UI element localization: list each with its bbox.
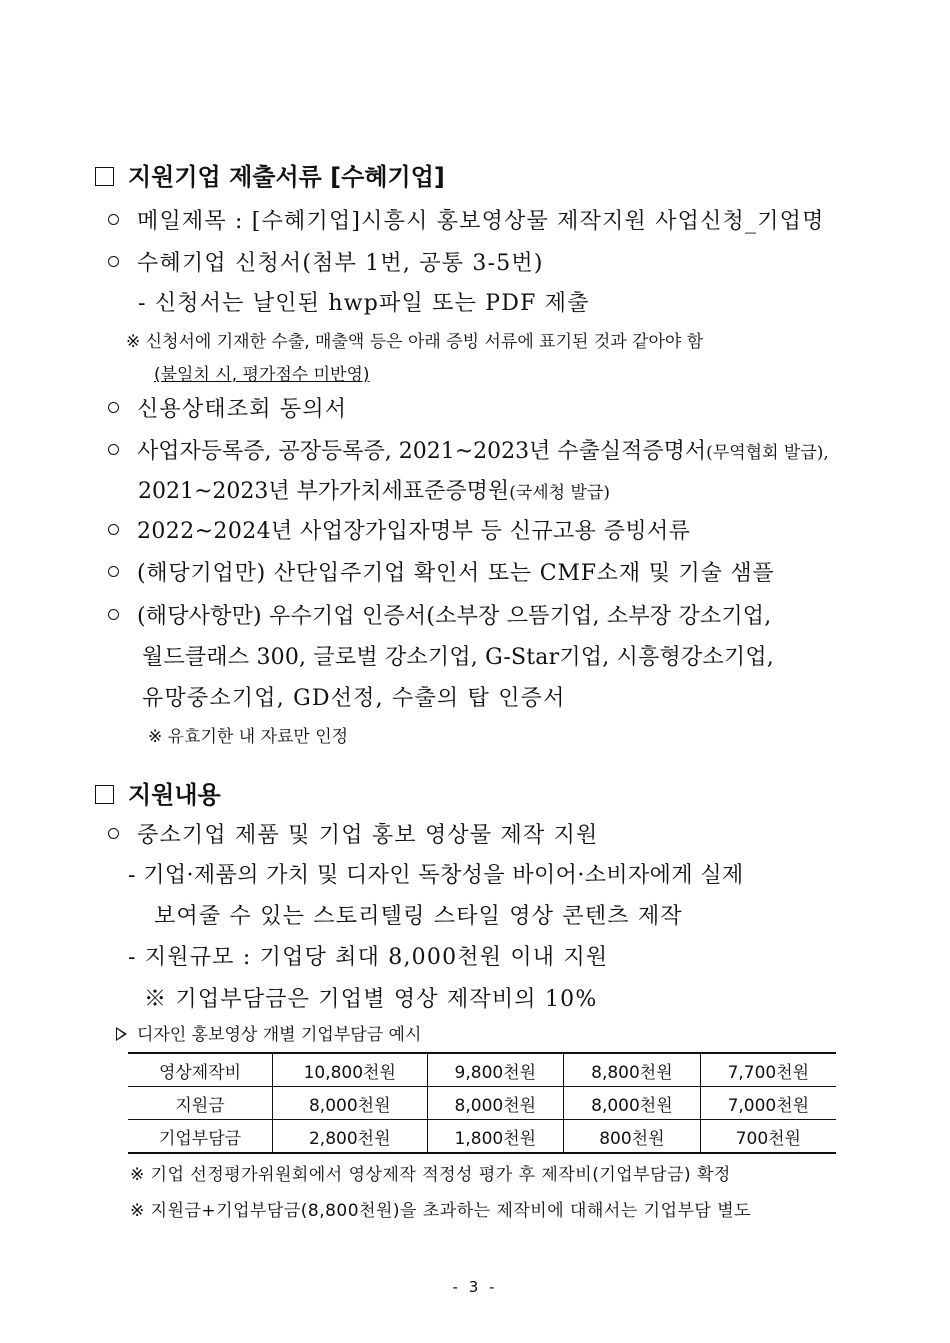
list-item: (해당사항만) 우수기업 인증서(소부장 으뜸기업, 소부장 강소기업,	[108, 599, 771, 630]
table-row: 지원금 8,000천원 8,000천원 8,000천원 7,000천원	[128, 1087, 836, 1120]
list-item: 수혜기업 신청서(첨부 1번, 공통 3-5번)	[108, 246, 544, 277]
bullet-circle-icon	[108, 828, 119, 839]
contribution-note: ※ 기업부담금은 기업별 영상 제작비의 10%	[144, 987, 598, 1012]
list-item: 메일제목 : [수혜기업]시흥시 홍보영상물 제작지원 사업신청_기업명	[108, 204, 825, 235]
bullet-circle-icon	[108, 566, 119, 577]
bullet-circle-icon	[108, 524, 119, 535]
contribution-table	[128, 1052, 836, 1154]
table-row: 영상제작비 10,800천원 9,800천원 8,800천원 7,700천원	[128, 1053, 836, 1087]
warning-note-line2: (불일치 시, 평가점수 미반영)	[154, 365, 370, 385]
bullet-circle-icon	[108, 402, 119, 413]
section2-title: 지원내용	[128, 781, 221, 809]
list-item: (해당기업만) 산단입주기업 확인서 또는 CMF소재 및 기술 샘플	[108, 556, 775, 587]
checkbox-square-icon	[95, 167, 114, 186]
bullet-circle-icon	[108, 256, 119, 267]
bullet-circle-icon	[108, 214, 119, 225]
sub-item: - 기업·제품의 가치 및 디자인 독창성을 바이어·소비자에게 실제	[128, 863, 744, 888]
sub-item-continuation: 보여줄 수 있는 스토리텔링 스타일 영상 콘텐츠 제작	[154, 904, 683, 929]
checkbox-square-icon	[95, 785, 114, 804]
table-note: ※ 지원금+기업부담금(8,800천원)을 초과하는 제작비에 대해서는 기업부담 별도	[130, 1201, 752, 1221]
list-item: 2022~2024년 사업장가입자명부 등 신규고용 증빙서류	[108, 514, 690, 545]
list-item: 신용상태조회 동의서	[108, 392, 347, 423]
triangle-right-icon	[116, 1027, 127, 1041]
sub-note: - 신청서는 날인된 hwp파일 또는 PDF 제출	[138, 291, 590, 316]
list-item-continuation: 2021~2023년 부가가치세표준증명원(국세청 발급)	[138, 479, 610, 504]
list-item: 중소기업 제품 및 기업 홍보 영상물 제작 지원	[108, 818, 599, 849]
section1-title: 지원기업 제출서류 [수혜기업]	[128, 163, 445, 191]
section1-heading	[95, 157, 445, 192]
bullet-circle-icon	[108, 609, 119, 620]
table-row: 기업부담금 2,800천원 1,800천원 800천원 700천원	[128, 1120, 836, 1154]
page-number: - 3 -	[452, 1278, 498, 1296]
warning-note-line1: ※ 신청서에 기재한 수출, 매출액 등은 아래 증빙 서류에 표기된 것과 같아야 함	[126, 332, 704, 352]
list-item-continuation: 유망중소기업, GD선정, 수출의 탑 인증서	[142, 686, 566, 711]
table-caption: 디자인 홍보영상 개별 기업부담금 예시	[116, 1020, 421, 1045]
list-item: 사업자등록증, 공장등록증, 2021~2023년 수출실적증명서(무역협회 발급),	[108, 434, 829, 465]
bullet-circle-icon	[108, 444, 119, 455]
table-note: ※ 기업 선정평가위원회에서 영상제작 적정성 평가 후 제작비(기업부담금) 확정	[130, 1165, 731, 1185]
sub-item: - 지원규모 : 기업당 최대 8,000천원 이내 지원	[128, 945, 609, 970]
validity-note: ※ 유효기한 내 자료만 인정	[148, 727, 349, 747]
list-item-continuation: 월드클래스 300, 글로벌 강소기업, G-Star기업, 시흥형강소기업,	[142, 645, 774, 670]
section2-heading	[95, 775, 221, 810]
